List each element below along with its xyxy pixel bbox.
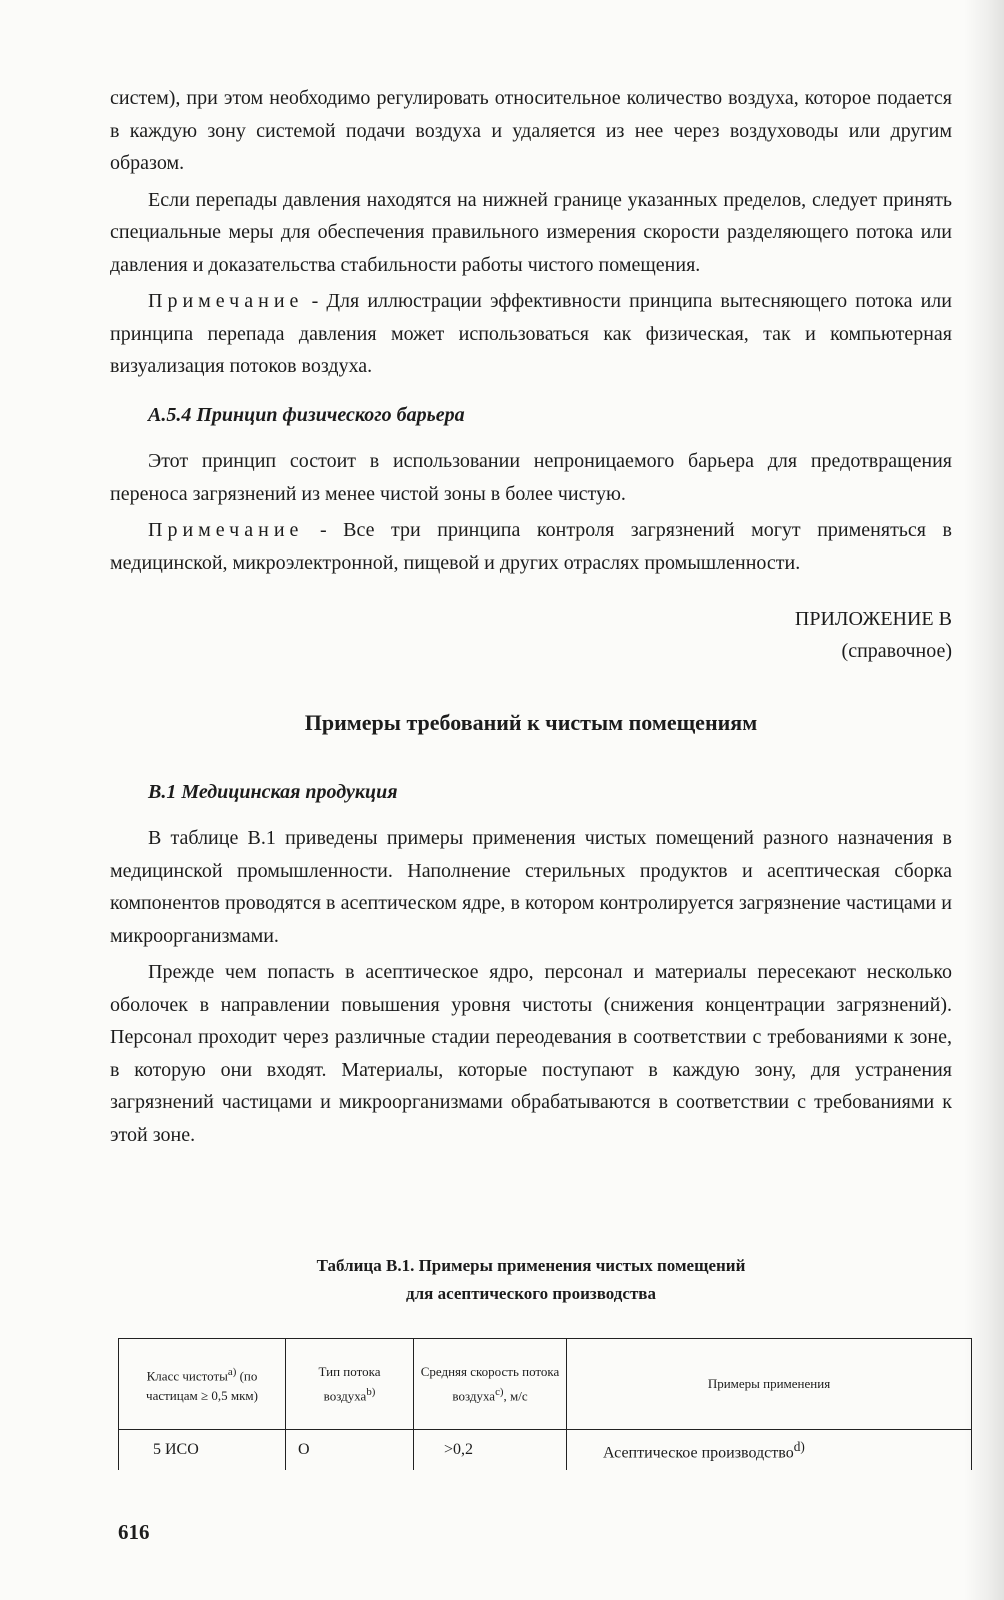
note-label: Примечание xyxy=(148,519,304,541)
note-paragraph xyxy=(110,285,952,383)
section-heading-b1: В.1 Медицинская продукция xyxy=(148,780,398,803)
cell-flow: О xyxy=(286,1430,414,1471)
paragraph: Прежде чем попасть в асептическое ядро, персонал и материалы пересекают несколько оболочек в направлении повышения уровня чистоты (снижения концентрации загрязнений). Персонал проходит через различные стадии переодевания в соответствии с требованиями к зоне, в которую они входят. Материалы, которые поступают в каждую зону, для устранения загрязнений частицами и микроорганизмами обрабатываются в соответствии с требованиями к этой зоне. xyxy=(110,961,952,1146)
cell-example: Асептическое производство$^{d)}$ xyxy=(567,1430,972,1471)
column-header-speed: Средняя скорость потока воздуха$^{c)}$, м/с xyxy=(414,1339,567,1430)
note-text: - Все три принципа контроля загрязнений могут применяться в медицинской, микроэлектронной, пищевой и других отраслях промышленности. xyxy=(110,519,952,574)
appendix-label-block xyxy=(110,603,952,667)
table-row xyxy=(119,1430,972,1471)
cell-class: 5 ИСО xyxy=(119,1430,286,1471)
column-header-examples: Примеры применения xyxy=(567,1339,972,1430)
paragraph: систем), при этом необходимо регулировать относительное количество воздуха, которое подается в каждую зону системой подачи воздуха и удаляется из нее через воздуховоды или другим образом. xyxy=(110,87,952,174)
body-text xyxy=(110,82,952,1155)
table-caption-line: для асептического производства xyxy=(406,1284,656,1303)
table-caption xyxy=(110,1252,952,1308)
paragraph: Этот принцип состоит в использовании непроницаемого барьера для предотвращения переноса загрязнений из менее чистой зоны в более чистую. xyxy=(110,450,952,505)
column-header-flow: Тип потока воздуха$^{b)}$ xyxy=(286,1339,414,1430)
paragraph: В таблице В.1 приведены примеры применения чистых помещений разного назначения в медицинской промышленности. Наполнение стерильных продуктов и асептическая сборка компонентов проводятся в асептическом ядре, в котором контролируется загрязнение частицами и микроорганизмами. xyxy=(110,827,952,947)
table-header-row xyxy=(119,1339,972,1430)
cell-speed: >0,2 xyxy=(414,1430,567,1471)
table-caption-line: Таблица В.1. Примеры применения чистых помещений xyxy=(316,1256,746,1275)
appendix-title: Примеры требований к чистым помещениям xyxy=(304,710,758,735)
section-heading-a54: А.5.4 Принцип физического барьера xyxy=(148,403,465,426)
note-text: - Для иллюстрации эффективности принципа вытесняющего потока или принципа перепада давления может использоваться как физическая, так и компьютерная визуализация потоков воздуха. xyxy=(110,290,952,377)
note-label: Примечание xyxy=(148,290,304,312)
appendix-type: (справочное) xyxy=(841,640,952,662)
note-paragraph xyxy=(110,514,952,579)
page-number: 616 xyxy=(118,1520,150,1544)
table-b1 xyxy=(118,1338,972,1470)
column-header-class: Класс чистоты$^{a)}$ (по частицам ≥ 0,5 мкм) xyxy=(119,1339,286,1430)
paragraph: Если перепады давления находятся на нижней границе указанных пределов, следует принять специальные меры для обеспечения правильного измерения скорости разделяющего потока или давления и доказательства стабильности работы чистого помещения. xyxy=(110,188,952,276)
appendix-label: ПРИЛОЖЕНИЕ В xyxy=(794,608,952,630)
